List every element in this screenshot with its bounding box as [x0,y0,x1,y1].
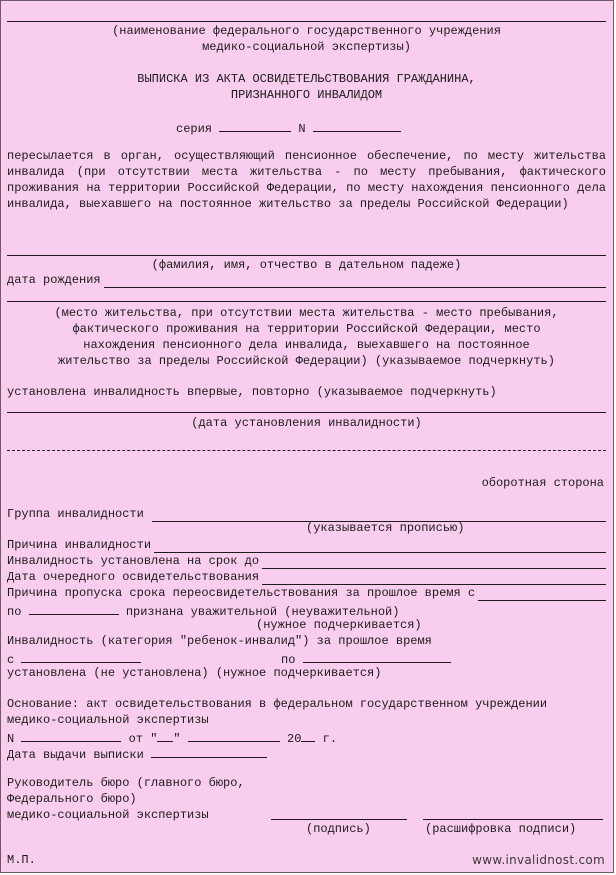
basis-line-1: Основание: акт освидетельствования в федеральном государственном учреждении [7,697,548,711]
group-caption: (указывается прописью) [306,521,465,535]
basis-line-2: медико-социальной экспертизы [7,713,209,727]
missed-tail: признана уважительной (неуважительной) [125,605,400,619]
group-label: Группа инвалидности [7,507,144,521]
missed-to-field[interactable] [29,601,119,615]
child-from-field[interactable] [21,649,141,663]
org-name-line [7,21,606,22]
form-title-2: ПРИЗНАННОГО ИНВАЛИДОМ [230,88,383,102]
signature-field[interactable] [271,819,407,820]
head-line-2: Федерального бюро) [7,792,137,806]
basis-month-field[interactable] [188,728,280,742]
missed-po-label: по [7,605,22,619]
issue-row [7,744,267,763]
child-from-label: с [7,653,15,667]
basis-number-field[interactable] [21,728,121,742]
address-line[interactable] [7,301,606,302]
term-row [7,553,606,569]
basis-n-label: N [7,732,15,746]
stamp-label: М.П. [7,853,36,867]
name-caption: (фамилия, имя, отчество в дательном падеже) [151,258,462,272]
name-line[interactable] [7,255,606,256]
series-row [176,118,401,137]
series-field[interactable] [219,118,291,132]
missed-label: Причина пропуска срока переосвидетельствования за прошлое время с [7,586,476,600]
date-caption: (дата установления инвалидности) [191,416,422,430]
address-caption-3: нахождения пенсионного дела инвалида, выехавшего на постоянное [83,338,530,352]
reverse-side-label: оборотная сторона [481,476,604,490]
number-label: N [298,122,306,136]
cause-row [7,537,606,553]
series-label: серия [176,122,213,136]
basis-day-field[interactable] [157,728,173,742]
org-caption-2: медико-социальной экспертизы) [202,40,411,54]
form-title-1: ВЫПИСКА ИЗ АКТА ОСВИДЕТЕЛЬСТВОВАНИЯ ГРАЖДАНИНА, [137,72,476,86]
basis-year-label: 20 [287,732,302,746]
established-text: установлена инвалидность впервые, повторно (указываемое подчеркнуть) [7,385,497,399]
head-line-1: Руководитель бюро (главного бюро, [7,776,245,790]
basis-year-field[interactable] [301,728,315,742]
address-caption-4: жительство за пределы Российской Федерации) (указываемое подчеркнуть) [58,354,555,368]
address-caption-2: фактического проживания на территории Российской Федерации, место [72,322,541,336]
child-tail: установлена (не установлена) (нужное подчеркивается) [7,666,382,680]
issue-date-field[interactable] [151,744,267,758]
birth-row [7,272,606,288]
next-exam-label: Дата очередного освидетельствования [7,570,260,584]
number-field[interactable] [313,118,401,132]
signature-decode-field[interactable] [423,819,603,820]
head-line-3: медико-социальной экспертизы [7,808,209,822]
birth-label: дата рождения [7,273,101,287]
term-field[interactable] [262,555,606,569]
basis-g-label: г. [322,732,338,746]
next-exam-row [7,569,606,585]
next-exam-field[interactable] [262,571,606,585]
org-caption-1: (наименование федерального государственного учреждения [112,24,501,38]
basis-from-label: от " [128,732,158,746]
signature-caption: (подпись) [306,822,371,836]
child-label: Инвалидность (категория "ребенок-инвалид") за прошлое время [7,634,432,648]
basis-quote: " [173,732,181,746]
missed-from-field[interactable] [478,587,606,601]
birth-field[interactable] [104,274,606,288]
cause-field[interactable] [154,539,606,553]
child-to-label: по [281,653,296,667]
date-line[interactable] [7,412,606,413]
missed-caption: (нужное подчеркивается) [256,618,422,632]
missed-row [7,585,606,601]
decode-caption: (расшифровка подписи) [425,822,577,836]
child-to-field[interactable] [303,649,451,663]
issue-label: Дата выдачи выписки [7,748,144,762]
term-label: Инвалидность установлена на срок до [7,554,260,568]
address-caption-1: (место жительства, при отсутствии места жительства - место пребывания, [54,306,559,320]
site-watermark: www.invalidnost.com [472,853,605,867]
intro-text: пересылается в орган, осуществляющий пенсионное обеспечение, по месту жительства инвалида (при отсутствии места жительства - по месту пребывания, фактического проживания на территории Российской Федерации, по месту нахождения пенсионного дела инвалида, выехавшего на постоянное жительство за пределы Российской Федерации) [7,149,606,211]
cause-label: Причина инвалидности [7,538,152,552]
cut-line [7,450,606,451]
